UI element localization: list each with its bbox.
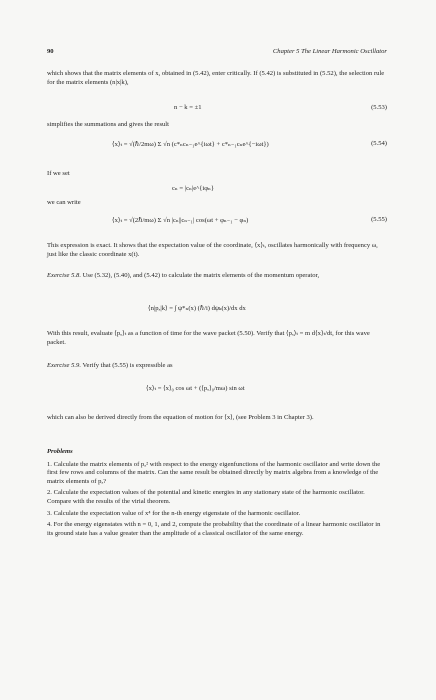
page-number: 90 [47, 48, 54, 55]
exercise-5-8-label: Exercise 5.8. [47, 272, 81, 279]
paragraph-3: If we set [47, 170, 70, 177]
equation-exercise-5-9: ⟨x⟩ₜ = ⟨x⟩₀ cos ωt + (⟨pₓ⟩₀/mω) sin ωt [146, 385, 245, 392]
paragraph-2: simplifies the summations and gives the result [47, 121, 169, 128]
equation-5-55: ⟨x⟩ₜ = √(2ℏ/mω) Σ √n |cₙ||cₙ₋₁| cos(ωt + φₙ₋₁ − φₙ) [112, 217, 249, 224]
exercise-5-8-text: Use (5.32), (5.40), and (5.42) to calculate the matrix elements of the momentum operator, [82, 272, 320, 279]
problem-item-4: 4. For the energy eigenstates with n = 0, 1, and 2, compute the probability that the coordinate of a linear harmonic oscillator in its ground state has a value greater than the amplitude of a classical oscillator of the same energy. [47, 521, 381, 537]
equation-number-5-53: (5.53) [371, 104, 387, 111]
equation-number-5-54: (5.54) [371, 140, 387, 147]
equation-momentum-matrix: ⟨n|pₓ|k⟩ = ∫ ψ*ₙ(x) (ℏ/i) dψₖ(x)/dx dx [148, 305, 246, 312]
running-head: Chapter 5 The Linear Harmonic Oscillator [272, 48, 387, 55]
equation-5-53: n − k = ±1 [174, 104, 202, 111]
exercise-5-9-label: Exercise 5.9. [47, 362, 81, 369]
equation-set-cn: cₙ = |cₙ|e^{iφₙ} [172, 185, 215, 192]
paragraph-6: With this result, evaluate ⟨pₓ⟩ₜ as a function of time for the wave packet (5.50). Verify that ⟨pₓ⟩ₜ = m d⟨x⟩ₜ/dt, for this wave packet. [47, 330, 370, 346]
exercise-5-9-text: Verify that (5.55) is expressible as [82, 362, 173, 369]
paragraph-7: which can also be derived directly from the equation of motion for ⟨x⟩, (see Problem 3 in Chapter 3). [47, 414, 314, 421]
problem-item-2: 2. Calculate the expectation values of the potential and kinetic energies in any stationary state of the harmonic oscillator. Compare with the results of the virial theorem. [47, 489, 365, 505]
exercise-5-8 [47, 272, 387, 281]
problem-item-1: 1. Calculate the matrix elements of pₓ² with respect to the energy eigenfunctions of the harmonic oscillator and write down the first few rows and columns of the matrix. Can the same result be obtained directly by matrix algebra from a knowledge of the matrix elements of pₓ? [47, 460, 381, 485]
exercise-5-9 [47, 362, 387, 371]
equation-number-5-55: (5.55) [371, 216, 387, 223]
problems-section [47, 448, 387, 541]
equation-5-54: ⟨x⟩ₜ = √(ℏ/2mω) Σ √n (c*ₙcₙ₋₁e^{iωt} + c*ₙ₋₁cₙe^{−iωt}) [112, 141, 269, 148]
problems-heading: Problems [47, 448, 73, 455]
paragraph-4: we can write [47, 199, 81, 206]
paragraph-1: which shows that the matrix elements of x, obtained in (5.42), enter critically. If (5.42) is substituted in (5.52), the selection rule for the matrix elements (n|x|k), [47, 70, 385, 86]
problem-item-3: 3. Calculate the expectation value of x⁴ for the n-th energy eigenstate of the harmonic oscillator. [47, 509, 301, 517]
paragraph-5: This expression is exact. It shows that the expectation value of the coordinate, ⟨x⟩ₜ, oscillates harmonically with frequency ω, just like the classic coordinate x(t). [47, 242, 378, 258]
